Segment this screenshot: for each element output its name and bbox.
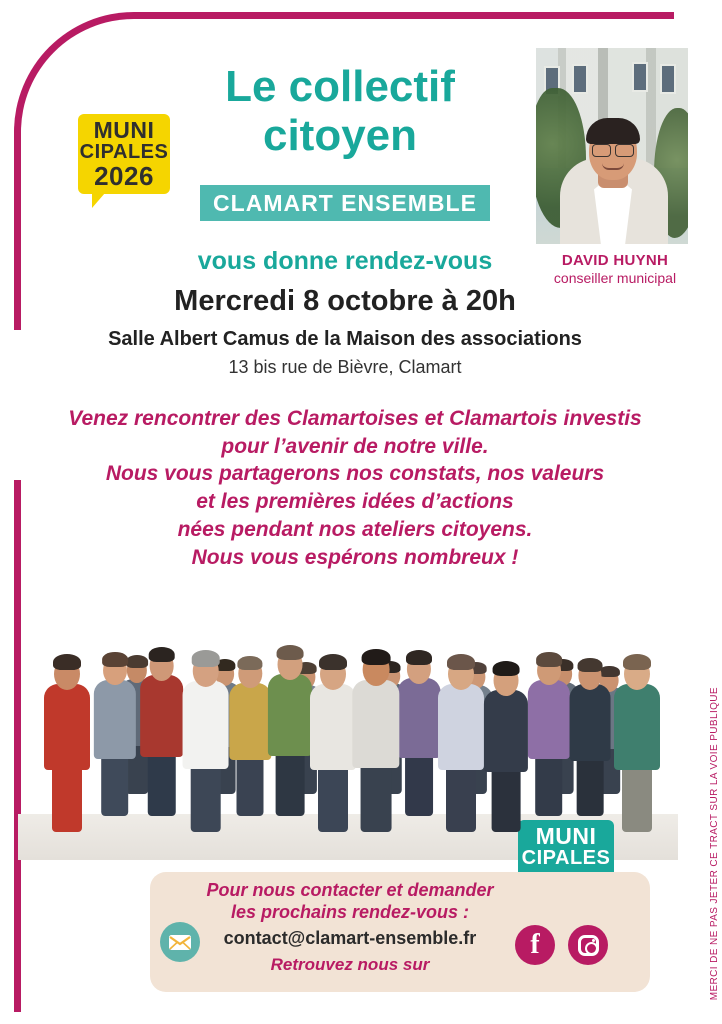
meeting-address: 13 bis rue de Bièvre, Clamart (228, 357, 462, 377)
facebook-icon[interactable]: f (515, 925, 555, 965)
person-torso (570, 684, 611, 761)
envelope-icon[interactable] (160, 922, 200, 962)
portrait-window (572, 64, 588, 94)
person-hair (447, 654, 475, 670)
collective-name-banner: CLAMART ENSEMBLE (200, 185, 490, 221)
person-hair (578, 658, 603, 672)
group-photo-person (178, 628, 233, 832)
body-line-6: Nous vous espérons nombreux ! (191, 545, 519, 569)
person-hair (623, 654, 651, 670)
portrait-role: conseiller municipal (553, 270, 677, 286)
person-hair (53, 654, 81, 670)
person-legs (446, 762, 476, 832)
person-torso (140, 675, 184, 757)
person-hair (148, 647, 175, 662)
badge-line-2: CIPALES (79, 141, 169, 164)
body-line-1: Venez rencontrer des Clamartoises et Clamartois investis (68, 407, 642, 430)
portrait-name: DAVID HUYNH (561, 252, 669, 269)
person-hair (102, 652, 128, 667)
portrait-window (632, 62, 648, 92)
badge-line-1: MUNI (535, 823, 597, 849)
person-torso (438, 684, 484, 770)
legal-notice: MERCI DE NE PAS JETER CE TRACT SUR LA VOIE PUBLIQUE (709, 686, 720, 1000)
person-legs (360, 760, 391, 832)
body-line-2: pour l’avenir de notre ville. (221, 434, 489, 458)
group-photo (18, 560, 678, 860)
person-legs (622, 762, 652, 832)
body-line-5: nées pendant nos ateliers citoyens. (177, 517, 533, 541)
person-torso (528, 680, 570, 759)
title-line-1: Le collectif (225, 62, 455, 111)
person-torso (484, 690, 528, 773)
person-legs (535, 752, 563, 816)
person-hair (406, 650, 432, 665)
person-legs (276, 749, 305, 816)
person-legs (237, 753, 264, 816)
person-hair (238, 656, 263, 670)
person-legs (318, 762, 348, 832)
instagram-icon[interactable] (568, 925, 608, 965)
page-title (140, 62, 540, 161)
person-hair (536, 652, 562, 667)
body-line-4: et les premières idées d’actions (196, 490, 514, 514)
person-legs (190, 761, 221, 832)
contact-email[interactable]: contact@clamart-ensemble.fr (223, 928, 477, 948)
person-torso (614, 684, 660, 770)
person-hair (492, 661, 519, 676)
person-torso (182, 681, 229, 769)
meeting-date: Mercredi 8 octobre à 20h (174, 285, 516, 317)
badge-line-2: CIPALES (521, 847, 611, 870)
group-photo-person (566, 638, 614, 816)
group-photo-person (610, 632, 664, 832)
portrait-smile (602, 163, 624, 170)
portrait-hair (586, 118, 640, 144)
contact-line-1: Pour nous contacter et demander (206, 880, 494, 900)
badge-line-1: MUNI (93, 117, 155, 143)
title-line-2: citoyen (262, 111, 418, 161)
body-line-3: Nous vous partagerons nos constats, nos valeurs (105, 462, 605, 486)
body-copy (50, 405, 660, 571)
person-hair (191, 650, 220, 666)
person-torso (352, 680, 399, 769)
portrait-window (660, 64, 676, 94)
person-legs (147, 750, 176, 817)
person-hair (361, 649, 390, 665)
person-hair (276, 645, 303, 660)
group-photo-person (40, 632, 94, 832)
frame-notch (0, 330, 40, 480)
person-legs (405, 751, 433, 816)
person-torso (44, 684, 90, 770)
meeting-venue: Salle Albert Camus de la Maison des associations (108, 328, 582, 350)
portrait-photo (536, 48, 688, 244)
person-legs (101, 752, 129, 816)
person-hair (319, 654, 347, 670)
contact-follow-label: Retrouvez nous sur (270, 955, 430, 974)
person-torso (94, 680, 136, 759)
group-photo-person (90, 632, 140, 816)
contact-line-2: les prochains rendez-vous : (230, 902, 470, 922)
person-legs (577, 754, 604, 816)
person-legs (52, 762, 82, 832)
glasses-icon (592, 144, 634, 156)
group-photo-person (348, 626, 404, 832)
invitation-text: vous donne rendez-vous (197, 247, 493, 275)
person-legs (492, 765, 521, 832)
badge-line-3: 2026 (94, 160, 154, 191)
group-photo-person (480, 640, 532, 832)
